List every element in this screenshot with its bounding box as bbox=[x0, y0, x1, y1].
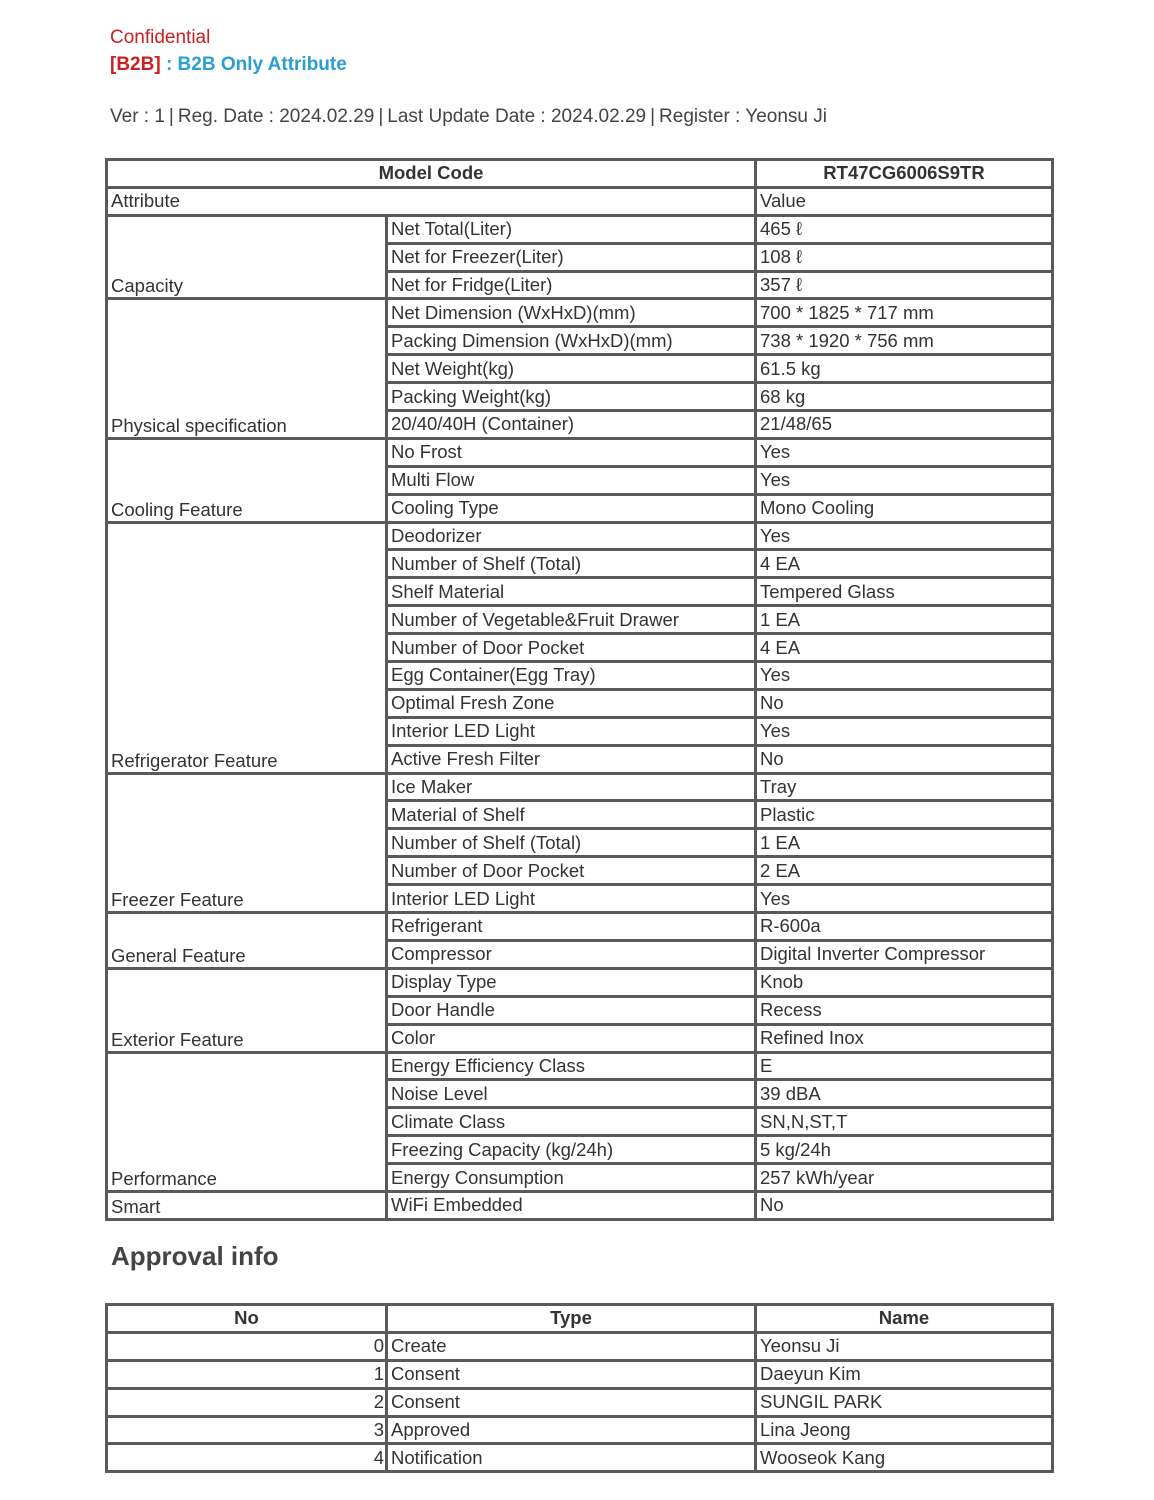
value-cell: 4 EA bbox=[756, 634, 1053, 662]
attribute-cell: Ice Maker bbox=[387, 773, 756, 801]
approval-row bbox=[107, 1444, 1053, 1472]
value-cell: 1 EA bbox=[756, 829, 1053, 857]
value-cell: Recess bbox=[756, 996, 1053, 1024]
spec-row bbox=[107, 438, 1053, 466]
model-code-value: RT47CG6006S9TR bbox=[756, 160, 1053, 188]
b2b-description: : B2B Only Attribute bbox=[160, 54, 347, 75]
value-cell: Knob bbox=[756, 968, 1053, 996]
spec-row bbox=[107, 299, 1053, 327]
value-cell: Yes bbox=[756, 466, 1053, 494]
value-cell: Yes bbox=[756, 522, 1053, 550]
meta-separator: | bbox=[650, 106, 656, 127]
value-cell: E bbox=[756, 1052, 1053, 1080]
value-cell: 257 kWh/year bbox=[756, 1164, 1053, 1192]
attribute-cell: Compressor bbox=[387, 940, 756, 968]
attribute-cell: Interior LED Light bbox=[387, 885, 756, 913]
attribute-cell: Refrigerant bbox=[387, 913, 756, 941]
approval-name-cell: Yeonsu Ji bbox=[756, 1332, 1053, 1360]
approval-row bbox=[107, 1332, 1053, 1360]
value-cell: Plastic bbox=[756, 801, 1053, 829]
spec-body bbox=[107, 215, 1053, 1219]
approval-header-row bbox=[107, 1305, 1053, 1333]
group-label: Exterior Feature bbox=[107, 968, 387, 1052]
attribute-cell: No Frost bbox=[387, 438, 756, 466]
group-label: Freezer Feature bbox=[107, 773, 387, 912]
value-cell: 39 dBA bbox=[756, 1080, 1053, 1108]
spec-row bbox=[107, 913, 1053, 941]
value-cell: No bbox=[756, 1191, 1053, 1219]
document-meta bbox=[110, 106, 827, 128]
value-cell: Tempered Glass bbox=[756, 578, 1053, 606]
group-label: Capacity bbox=[107, 215, 387, 299]
attribute-cell: Energy Consumption bbox=[387, 1164, 756, 1192]
attribute-cell: Active Fresh Filter bbox=[387, 745, 756, 773]
attribute-cell: Net for Freezer(Liter) bbox=[387, 243, 756, 271]
spec-row bbox=[107, 1052, 1053, 1080]
no-header: No bbox=[107, 1305, 387, 1333]
value-cell: SN,N,ST,T bbox=[756, 1108, 1053, 1136]
approval-type-cell: Create bbox=[387, 1332, 756, 1360]
value-cell: Tray bbox=[756, 773, 1053, 801]
value-cell: 21/48/65 bbox=[756, 411, 1053, 439]
approval-type-cell: Approved bbox=[387, 1416, 756, 1444]
attribute-cell: Color bbox=[387, 1024, 756, 1052]
attribute-cell: Number of Door Pocket bbox=[387, 857, 756, 885]
attribute-cell: WiFi Embedded bbox=[387, 1191, 756, 1219]
attribute-cell: Packing Dimension (WxHxD)(mm) bbox=[387, 327, 756, 355]
attribute-cell: Net for Fridge(Liter) bbox=[387, 271, 756, 299]
approval-name-cell: Daeyun Kim bbox=[756, 1360, 1053, 1388]
attribute-cell: Egg Container(Egg Tray) bbox=[387, 662, 756, 690]
value-header: Value bbox=[756, 187, 1053, 215]
spec-row bbox=[107, 215, 1053, 243]
value-cell: 108 ℓ bbox=[756, 243, 1053, 271]
attribute-cell: Number of Vegetable&Fruit Drawer bbox=[387, 606, 756, 634]
approval-no-cell: 1 bbox=[107, 1360, 387, 1388]
spec-row bbox=[107, 522, 1053, 550]
approval-row bbox=[107, 1388, 1053, 1416]
value-cell: No bbox=[756, 745, 1053, 773]
value-cell: R-600a bbox=[756, 913, 1053, 941]
approval-no-cell: 4 bbox=[107, 1444, 387, 1472]
approval-title: Approval info bbox=[111, 1241, 279, 1271]
type-header: Type bbox=[387, 1305, 756, 1333]
attribute-cell: Number of Door Pocket bbox=[387, 634, 756, 662]
value-cell: 68 kg bbox=[756, 383, 1053, 411]
attribute-cell: Multi Flow bbox=[387, 466, 756, 494]
b2b-legend bbox=[110, 54, 347, 76]
value-cell: 465 ℓ bbox=[756, 215, 1053, 243]
value-cell: Refined Inox bbox=[756, 1024, 1053, 1052]
model-code-row bbox=[107, 160, 1053, 188]
approval-row bbox=[107, 1360, 1053, 1388]
approval-type-cell: Consent bbox=[387, 1360, 756, 1388]
last-update-date: Last Update Date : 2024.02.29 bbox=[387, 106, 647, 127]
value-cell: Yes bbox=[756, 438, 1053, 466]
b2b-tag: [B2B] bbox=[110, 54, 161, 75]
attribute-cell: Number of Shelf (Total) bbox=[387, 829, 756, 857]
approval-no-cell: 3 bbox=[107, 1416, 387, 1444]
reg-date: Reg. Date : 2024.02.29 bbox=[177, 106, 375, 127]
attribute-cell: Net Dimension (WxHxD)(mm) bbox=[387, 299, 756, 327]
register: Register : Yeonsu Ji bbox=[659, 106, 827, 127]
approval-row bbox=[107, 1416, 1053, 1444]
value-cell: 357 ℓ bbox=[756, 271, 1053, 299]
attribute-cell: Net Weight(kg) bbox=[387, 355, 756, 383]
value-cell: 5 kg/24h bbox=[756, 1136, 1053, 1164]
attribute-cell: Freezing Capacity (kg/24h) bbox=[387, 1136, 756, 1164]
approval-name-cell: Lina Jeong bbox=[756, 1416, 1053, 1444]
value-cell: Yes bbox=[756, 717, 1053, 745]
value-cell: 4 EA bbox=[756, 550, 1053, 578]
attribute-cell: Optimal Fresh Zone bbox=[387, 689, 756, 717]
attribute-cell: Display Type bbox=[387, 968, 756, 996]
attribute-cell: Climate Class bbox=[387, 1108, 756, 1136]
attribute-header: Attribute bbox=[107, 187, 756, 215]
attribute-cell: Packing Weight(kg) bbox=[387, 383, 756, 411]
attribute-cell: 20/40/40H (Container) bbox=[387, 411, 756, 439]
approval-table bbox=[105, 1303, 1054, 1473]
value-cell: Mono Cooling bbox=[756, 494, 1053, 522]
group-label: Refrigerator Feature bbox=[107, 522, 387, 773]
approval-name-cell: SUNGIL PARK bbox=[756, 1388, 1053, 1416]
spec-row bbox=[107, 968, 1053, 996]
attribute-cell: Material of Shelf bbox=[387, 801, 756, 829]
value-cell: 1 EA bbox=[756, 606, 1053, 634]
group-label: Cooling Feature bbox=[107, 438, 387, 522]
attribute-cell: Deodorizer bbox=[387, 522, 756, 550]
value-cell: Yes bbox=[756, 885, 1053, 913]
value-cell: No bbox=[756, 689, 1053, 717]
approval-type-cell: Notification bbox=[387, 1444, 756, 1472]
group-label: Physical specification bbox=[107, 299, 387, 438]
approval-type-cell: Consent bbox=[387, 1388, 756, 1416]
attribute-cell: Energy Efficiency Class bbox=[387, 1052, 756, 1080]
attribute-header-row bbox=[107, 187, 1053, 215]
approval-no-cell: 0 bbox=[107, 1332, 387, 1360]
attribute-cell: Noise Level bbox=[387, 1080, 756, 1108]
attribute-cell: Shelf Material bbox=[387, 578, 756, 606]
spec-table bbox=[105, 158, 1054, 1221]
attribute-cell: Door Handle bbox=[387, 996, 756, 1024]
meta-separator: | bbox=[168, 106, 174, 127]
approval-body bbox=[107, 1332, 1053, 1471]
attribute-cell: Number of Shelf (Total) bbox=[387, 550, 756, 578]
attribute-cell: Net Total(Liter) bbox=[387, 215, 756, 243]
value-cell: Digital Inverter Compressor bbox=[756, 940, 1053, 968]
name-header: Name bbox=[756, 1305, 1053, 1333]
approval-name-cell: Wooseok Kang bbox=[756, 1444, 1053, 1472]
value-cell: Yes bbox=[756, 662, 1053, 690]
meta-separator: | bbox=[378, 106, 384, 127]
approval-no-cell: 2 bbox=[107, 1388, 387, 1416]
attribute-cell: Interior LED Light bbox=[387, 717, 756, 745]
group-label: Performance bbox=[107, 1052, 387, 1191]
value-cell: 2 EA bbox=[756, 857, 1053, 885]
value-cell: 738 * 1920 * 756 mm bbox=[756, 327, 1053, 355]
spec-row bbox=[107, 773, 1053, 801]
group-label: Smart bbox=[107, 1191, 387, 1219]
value-cell: 61.5 kg bbox=[756, 355, 1053, 383]
value-cell: 700 * 1825 * 717 mm bbox=[756, 299, 1053, 327]
attribute-cell: Cooling Type bbox=[387, 494, 756, 522]
version: Ver : 1 bbox=[110, 106, 165, 127]
confidential-label: Confidential bbox=[110, 27, 211, 48]
spec-row bbox=[107, 1191, 1053, 1219]
group-label: General Feature bbox=[107, 913, 387, 969]
model-code-label: Model Code bbox=[107, 160, 756, 188]
